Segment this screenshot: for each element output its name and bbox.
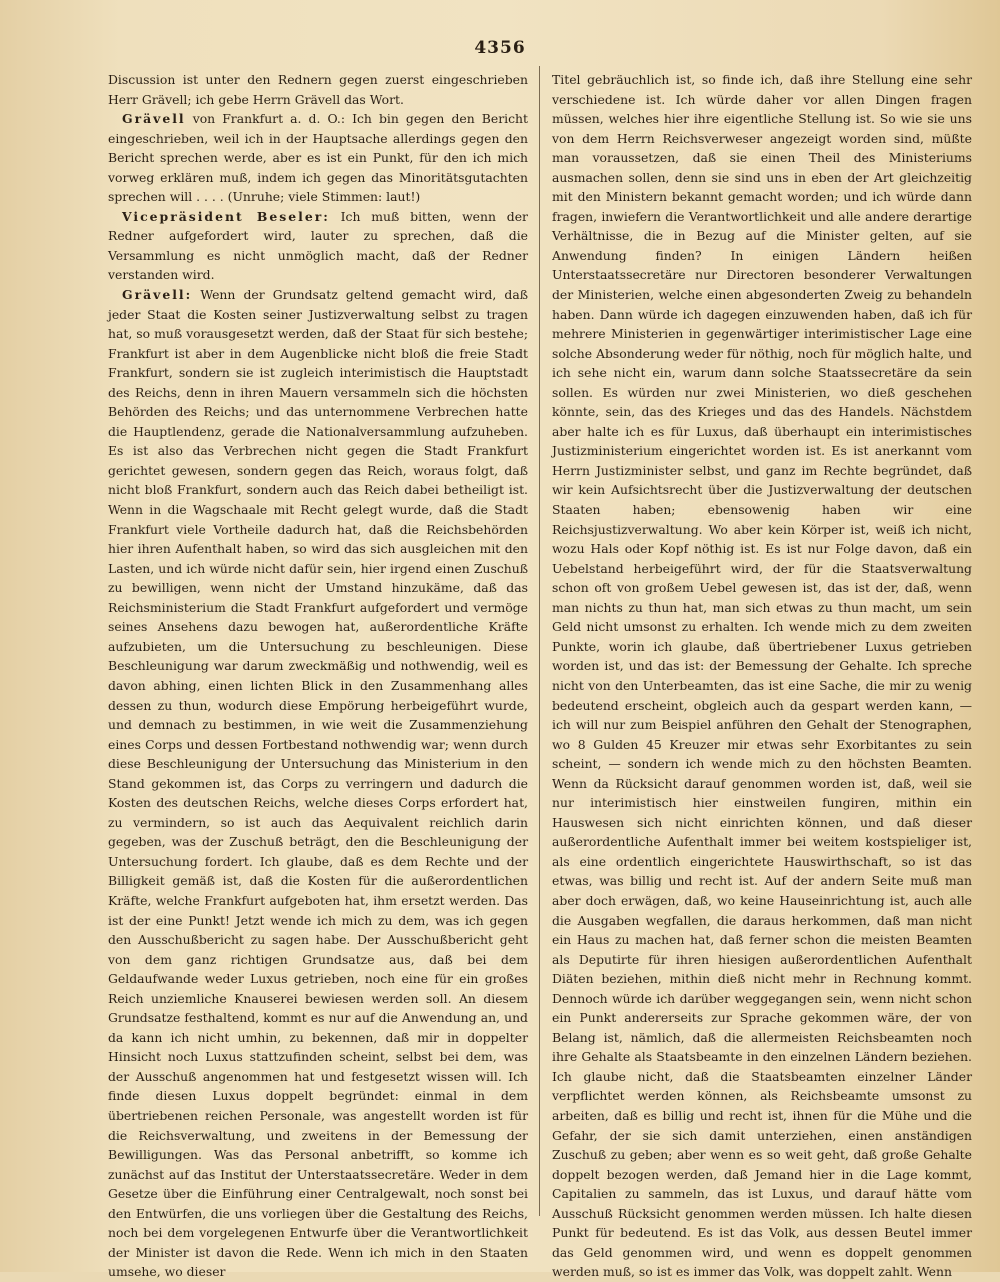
right-column (552, 70, 972, 1280)
column-divider (539, 66, 540, 1216)
paragraph (108, 70, 528, 109)
paragraph (108, 109, 528, 207)
paragraph (108, 207, 528, 285)
speaker-name: Grävell (122, 111, 186, 127)
page-number: 4356 (474, 38, 526, 58)
left-column (108, 70, 528, 1280)
paragraph (552, 70, 972, 1282)
paragraph-text: Discussion ist unter den Rednern gegen zuerst eingeschrieben Herr Grävell; ich gebe Herrn Grävell das Wort. (108, 72, 528, 107)
speaker-name: Vicepräsident Beseler: (122, 208, 330, 224)
paragraph (108, 285, 528, 1282)
paragraph-text: Ich muß bitten, wenn der Redner aufgefordert wird, lauter zu sprechen, daß die Versammlung es nicht unmöglich macht, daß der Redner verstanden wird. (108, 208, 528, 283)
speaker-name: Grävell: (122, 287, 193, 303)
paragraph-text: Wenn der Grundsatz geltend gemacht wird, daß jeder Staat die Kosten seiner Justizverwaltung selbst zu tragen hat, so muß vorausgesetzt werden, daß der Staat für sich bestehe; Frankfurt ist aber in dem Augenblicke nicht bloß die freie Stadt Frankfurt, sondern sie ist zugleich interimistisch die Hauptstadt des Reichs, denn in ihren Mauern versammeln sich die höchsten Behörden des Reichs; und das unternommene Verbrechen hatte die Hauptlendenz, gerade die Nationalversammlung aufzuheben. Es ist also das Verbrechen nicht gegen die Stadt Frankfurt gerichtet gewesen, sondern gegen das Reich, woraus folgt, daß nicht bloß Frankfurt, sondern auch das Reich dabei betheiligt ist. Wenn in die Wagschaale mit Recht gelegt wurde, daß die Stadt Frankfurt viele Vortheile dadurch hat, daß die Reichsbehörden hier ihren Aufenthalt haben, so wird das sich ausgleichen mit den Lasten, und ich würde nicht dafür sein, hier irgend einen Zuschuß zu bewilligen, wenn nicht der Umstand hinzukäme, daß das Reichsministerium die Stadt Frankfurt aufgefordert und vermöge seines Ansehens dazu bewogen hat, außerordentliche Kräfte aufzubieten, um die Untersuchung zu beschleunigen. Diese Beschleunigung war darum zweckmäßig und nothwendig, weil es davon abhing, einen lichten Blick in den Zusammenhang alles dessen zu thun, wodurch diese Empörung herbeigeführt wurde, und demnach zu bestimmen, in wie weit die Zusammenziehung eines Corps und dessen Fortbestand nothwendig war; wenn durch diese Beschleunigung der Untersuchung das Ministerium in den Stand gekommen ist, das Corps zu verringern und dadurch die Kosten des deutschen Reichs, welche dieses Corps erfordert hat, zu vermindern, so ist auch das Aequivalent reichlich darin gegeben, was der Zuschuß beträgt, den die Beschleunigung der Untersuchung fordert. Ich glaube, daß es dem Rechte und der Billigkeit gemäß ist, daß die Kosten für die außerordentlichen Kräfte, welche Frankfurt aufgeboten hat, ihm ersetzt werden. Das ist der eine Punkt! Jetzt wende ich mich zu dem, was ich gegen den Ausschußbericht zu sagen habe. Der Ausschußbericht geht von dem ganz richtigen Grundsatze aus, daß bei dem Geldaufwande weder Luxus getrieben, noch eine für ein großes Reich unziemliche Knauserei bewiesen werden soll. An diesem Grundsatze festhaltend, kommt es nur auf die Anwendung an, und da kann ich nicht umhin, zu bekennen, daß mir in doppelter Hinsicht noch Luxus stattzufinden scheint, selbst bei dem, was der Ausschuß angenommen hat und festgesetzt wissen will. Ich finde diesen Luxus doppelt begründet: einmal in dem übertriebenen reichen Personale, was angestellt worden ist für die Reichsverwaltung, und zweitens in der Bemessung der Bewilligungen. Was das Personal anbetrifft, so komme ich zunächst auf das Institut der Unterstaatssecretäre. Weder in dem Gesetze über die Einführung einer Centralgewalt, noch sonst bei den Entwürfen, die uns vorliegen über die Gestaltung des Reichs, noch bei dem vorgelegenen Entwurfe über die Verantwortlichkeit der Minister ist davon die Rede. Wenn ich mich in den Staaten umsehe, wo dieser (108, 287, 528, 1280)
paragraph-text: von Frankfurt a. d. O.: Ich bin gegen den Bericht eingeschrieben, weil ich in der Hauptsache allerdings gegen den Bericht sprechen werde, aber es ist ein Punkt, für den ich mich vorweg erklären muß, indem ich gegen das Minoritätsgutachten sprechen will . . . . (Unruhe; viele Stimmen: laut!) (108, 111, 528, 205)
paragraph-text: Titel gebräuchlich ist, so finde ich, daß ihre Stellung eine sehr verschiedene ist. Ich würde daher vor allen Dingen fragen müssen, welches hier ihre eigentliche Stellung ist. So wie sie uns von dem Herrn Reichsverweser angezeigt worden sind, müßte man voraussetzen, daß sie einen Theil des Ministeriums ausmachen sollen, denn sie sind uns in eben der Art gleichzeitig mit den Ministern bekannt gemacht worden; und ich würde dann fragen, inwiefern die Verantwortlichkeit und alle andere derartige Verhältnisse, die in Bezug auf die Minister gelten, auf sie Anwendung finden? In einigen Ländern heißen Unterstaatssecretäre nur Directoren besonderer Verwaltungen der Ministerien, welche einen abgesonderten Zweig zu behandeln haben. Dann würde ich dagegen einzuwenden haben, daß ich für mehrere Ministerien in gegenwärtiger interimistischer Lage eine solche Absonderung weder für nöthig, noch für möglich halte, und ich sehe nicht ein, warum dann solche Staatssecretäre da sein sollen. Es würden nur zwei Ministerien, wo dieß geschehen könnte, sein, das des Krieges und das des Handels. Nächstdem aber halte ich es für Luxus, daß überhaupt ein interimistisches Justizministerium eingerichtet worden ist. Es ist anerkannt vom Herrn Justizminister selbst, und ganz im Rechte begründet, daß wir kein Aufsichtsrecht über die Justizverwaltung der deutschen Staaten haben; ebensowenig haben wir eine Reichsjustizverwaltung. Wo aber kein Körper ist, weiß ich nicht, wozu Hals oder Kopf nöthig ist. Es ist nur Folge davon, daß ein Uebelstand herbeigeführt wird, der für die Staatsverwaltung schon oft von großem Uebel gewesen ist, das ist der, daß, wenn man nichts zu thun hat, man sich etwas zu thun macht, um sein Geld nicht umsonst zu erhalten. Ich wende mich zu dem zweiten Punkte, worin ich glaube, daß übertriebener Luxus getrieben worden ist, und das ist: der Bemessung der Gehalte. Ich spreche nicht von den Unterbeamten, das ist eine Sache, die mir zu wenig bedeutend erscheint, obgleich auch da gespart werden kann, — ich will nur zum Beispiel anführen den Gehalt der Stenographen, wo 8 Gulden 45 Kreuzer mir etwas sehr Exorbitantes zu sein scheint, — sondern ich wende mich zu den höchsten Beamten. Wenn da Rücksicht darauf genommen worden ist, daß, weil sie nur interimistisch hier einstweilen fungiren, mithin ein Hauswesen sich nicht einrichten können, und daß dieser außerordentliche Aufenthalt immer bei weitem kostspieliger ist, als eine ordentlich eingerichtete Hauswirthschaft, so ist das etwas, was billig und recht ist. Auf der andern Seite muß man aber doch erwägen, daß, wo keine Hauseinrichtung ist, auch alle die Ausgaben wegfallen, die daraus herkommen, daß man nicht ein Haus zu machen hat, daß ferner schon die meisten Beamten als Deputirte für ihren hiesigen außerordentlichen Aufenthalt Diäten beziehen, mithin dieß nicht mehr in Rechnung kommt. Dennoch würde ich darüber weggegangen sein, wenn nicht schon ein Punkt andererseits zur Sprache gekommen wäre, der von Belang ist, nämlich, daß die allermeisten Reichsbeamten noch ihre Gehalte als Staatsbeamte in den einzelnen Ländern beziehen. Ich glaube nicht, daß die Staatsbeamten einzelner Länder verpflichtet werden können, als Reichsbeamte umsonst zu arbeiten, daß es billig und recht ist, ihnen für die Mühe und die Gefahr, der sie sich damit unterziehen, einen anständigen Zuschuß zu geben; aber wenn es so weit geht, daß große Gehalte doppelt bezogen werden, daß Jemand hier in die Lage kommt, Capitalien zu sammeln, das ist Luxus, und darauf hätte vom Ausschuß Rücksicht genommen werden müssen. Ich halte diesen Punkt für bedeutend. Es ist das Volk, aus dessen Beutel immer das Geld genommen wird, und wenn es doppelt genommen werden muß, so ist es immer das Volk, was doppelt zahlt. Wenn (552, 72, 972, 1280)
